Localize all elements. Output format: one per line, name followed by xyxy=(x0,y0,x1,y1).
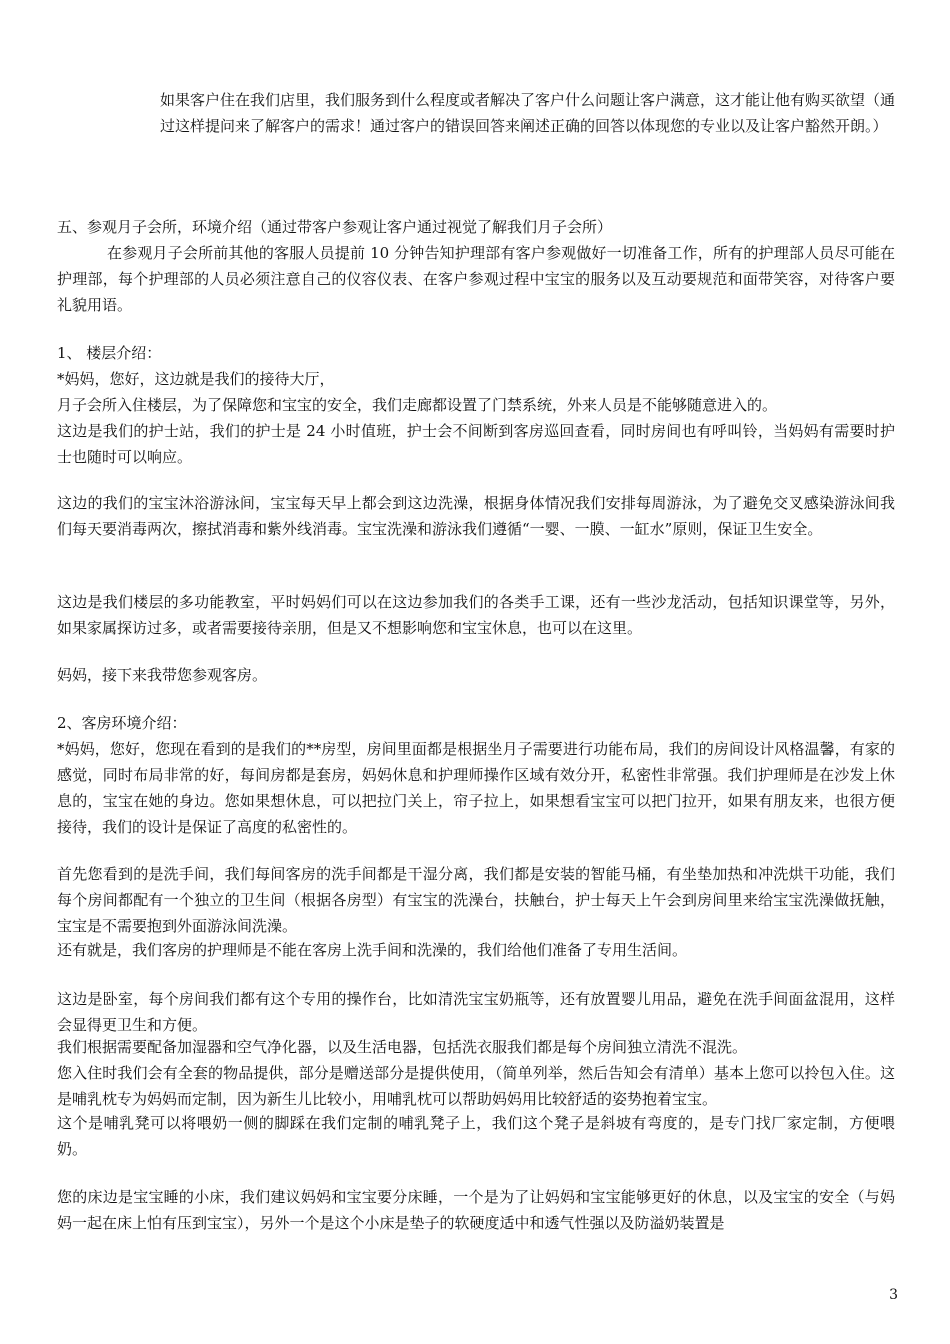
paragraph: 您的床边是宝宝睡的小床，我们建议妈妈和宝宝要分床睡，一个是为了让妈妈和宝宝能够更好的休息，以及宝宝的安全（与妈妈一起在床上怕有压到宝宝），另外一个是这个小床是垫子的软硬度适中和透气性强以及防溢奶装置是 xyxy=(57,1188,895,1232)
intro-paragraph: 如果客户住在我们店里，我们服务到什么程度或者解决了客户什么问题让客户满意，这才能让他有购买欲望（通过这样提问来了解客户的需求！通过客户的错误回答来阐述正确的回答以体现您的专业以及让客户豁然开朗。） xyxy=(160,91,896,135)
paragraph: *妈妈，您好，您现在看到的是我们的**房型，房间里面都是根据坐月子需要进行功能布局，我们的房间设计风格温馨，有家的感觉，同时布局非常的好，每间房都是套房，妈妈休息和护理师操作区域有效分开，私密性非常强。我们护理师是在沙发上休息的，宝宝在她的身边。您如果想休息，可以把拉门关上，帘子拉上，如果想看宝宝可以把门拉开，如果有朋友来，也很方便接待，我们的设计是保证了高度的私密性的。 xyxy=(57,740,895,836)
section-heading: 五、参观月子会所，环境介绍（通过带客户参观让客户通过视觉了解我们月子会所） xyxy=(57,218,613,236)
paragraph: 还有就是，我们客房的护理师是不能在客房上洗手间和洗澡的，我们给他们准备了专用生活间。 xyxy=(57,941,688,959)
paragraph: *妈妈，您好，这边就是我们的接待大厅， xyxy=(57,370,335,388)
paragraph: 您入住时我们会有全套的物品提供，部分是赠送部分是提供使用，（简单列举，然后告知会有清单）基本上您可以拎包入住。这是哺乳枕专为妈妈而定制，因为新生儿比较小，用哺乳枕可以帮助妈妈用比较舒适的姿势抱着宝宝。 xyxy=(57,1064,895,1108)
page-number: 3 xyxy=(889,1287,898,1303)
paragraph: 这个是哺乳凳可以将喂奶一侧的脚踩在我们定制的哺乳凳子上，我们这个凳子是斜坡有弯度的，是专门找厂家定制，方便喂奶。 xyxy=(57,1114,895,1158)
paragraph: 这边是卧室，每个房间我们都有这个专用的操作台，比如清洗宝宝奶瓶等，还有放置婴儿用品，避免在洗手间面盆混用，这样会显得更卫生和方便。 xyxy=(57,990,895,1034)
paragraph: 首先您看到的是洗手间，我们每间客房的洗手间都是干湿分离，我们都是安装的智能马桶，有坐垫加热和冲洗烘干功能，我们每个房间都配有一个独立的卫生间（根据各房型）有宝宝的洗澡台，扶触台，护士每天上午会到房间里来给宝宝洗澡做抚触，宝宝是不需要抱到外面游泳间洗澡。 xyxy=(57,865,895,935)
paragraph: 妈妈，接下来我带您参观客房。 xyxy=(57,666,268,684)
subsection-heading: 2、客房环境介绍： xyxy=(57,714,187,732)
paragraph: 我们根据需要配备加湿器和空气净化器，以及生活电器，包括洗衣服我们都是每个房间独立清洗不混洗。 xyxy=(57,1038,748,1056)
subsection-heading: 1、 楼层介绍： xyxy=(57,344,162,362)
paragraph: 这边是我们的护士站，我们的护士是 24 小时值班，护士会不间断到客房巡回查看，同时房间也有呼叫铃，当妈妈有需要时护士也随时可以响应。 xyxy=(57,422,895,466)
paragraph: 在参观月子会所前其他的客服人员提前 10 分钟告知护理部有客户参观做好一切准备工作，所有的护理部人员尽可能在护理部，每个护理部的人员必须注意自己的仪容仪表、在客户参观过程中宝宝的服务以及互动要规范和面带笑容，对待客户要礼貌用语。 xyxy=(57,244,895,314)
paragraph: 月子会所入住楼层，为了保障您和宝宝的安全，我们走廊都设置了门禁系统，外来人员是不能够随意进入的。 xyxy=(57,396,778,414)
paragraph: 这边是我们楼层的多功能教室，平时妈妈们可以在这边参加我们的各类手工课，还有一些沙龙活动，包括知识课堂等，另外，如果家属探访过多，或者需要接待亲朋，但是又不想影响您和宝宝休息，也可以在这里。 xyxy=(57,593,895,637)
paragraph: 这边的我们的宝宝沐浴游泳间，宝宝每天早上都会到这边洗澡，根据身体情况我们安排每周游泳，为了避免交叉感染游泳间我们每天要消毒两次，擦拭消毒和紫外线消毒。宝宝洗澡和游泳我们遵循“一婴、一膜、一缸水”原则，保证卫生安全。 xyxy=(57,494,895,538)
